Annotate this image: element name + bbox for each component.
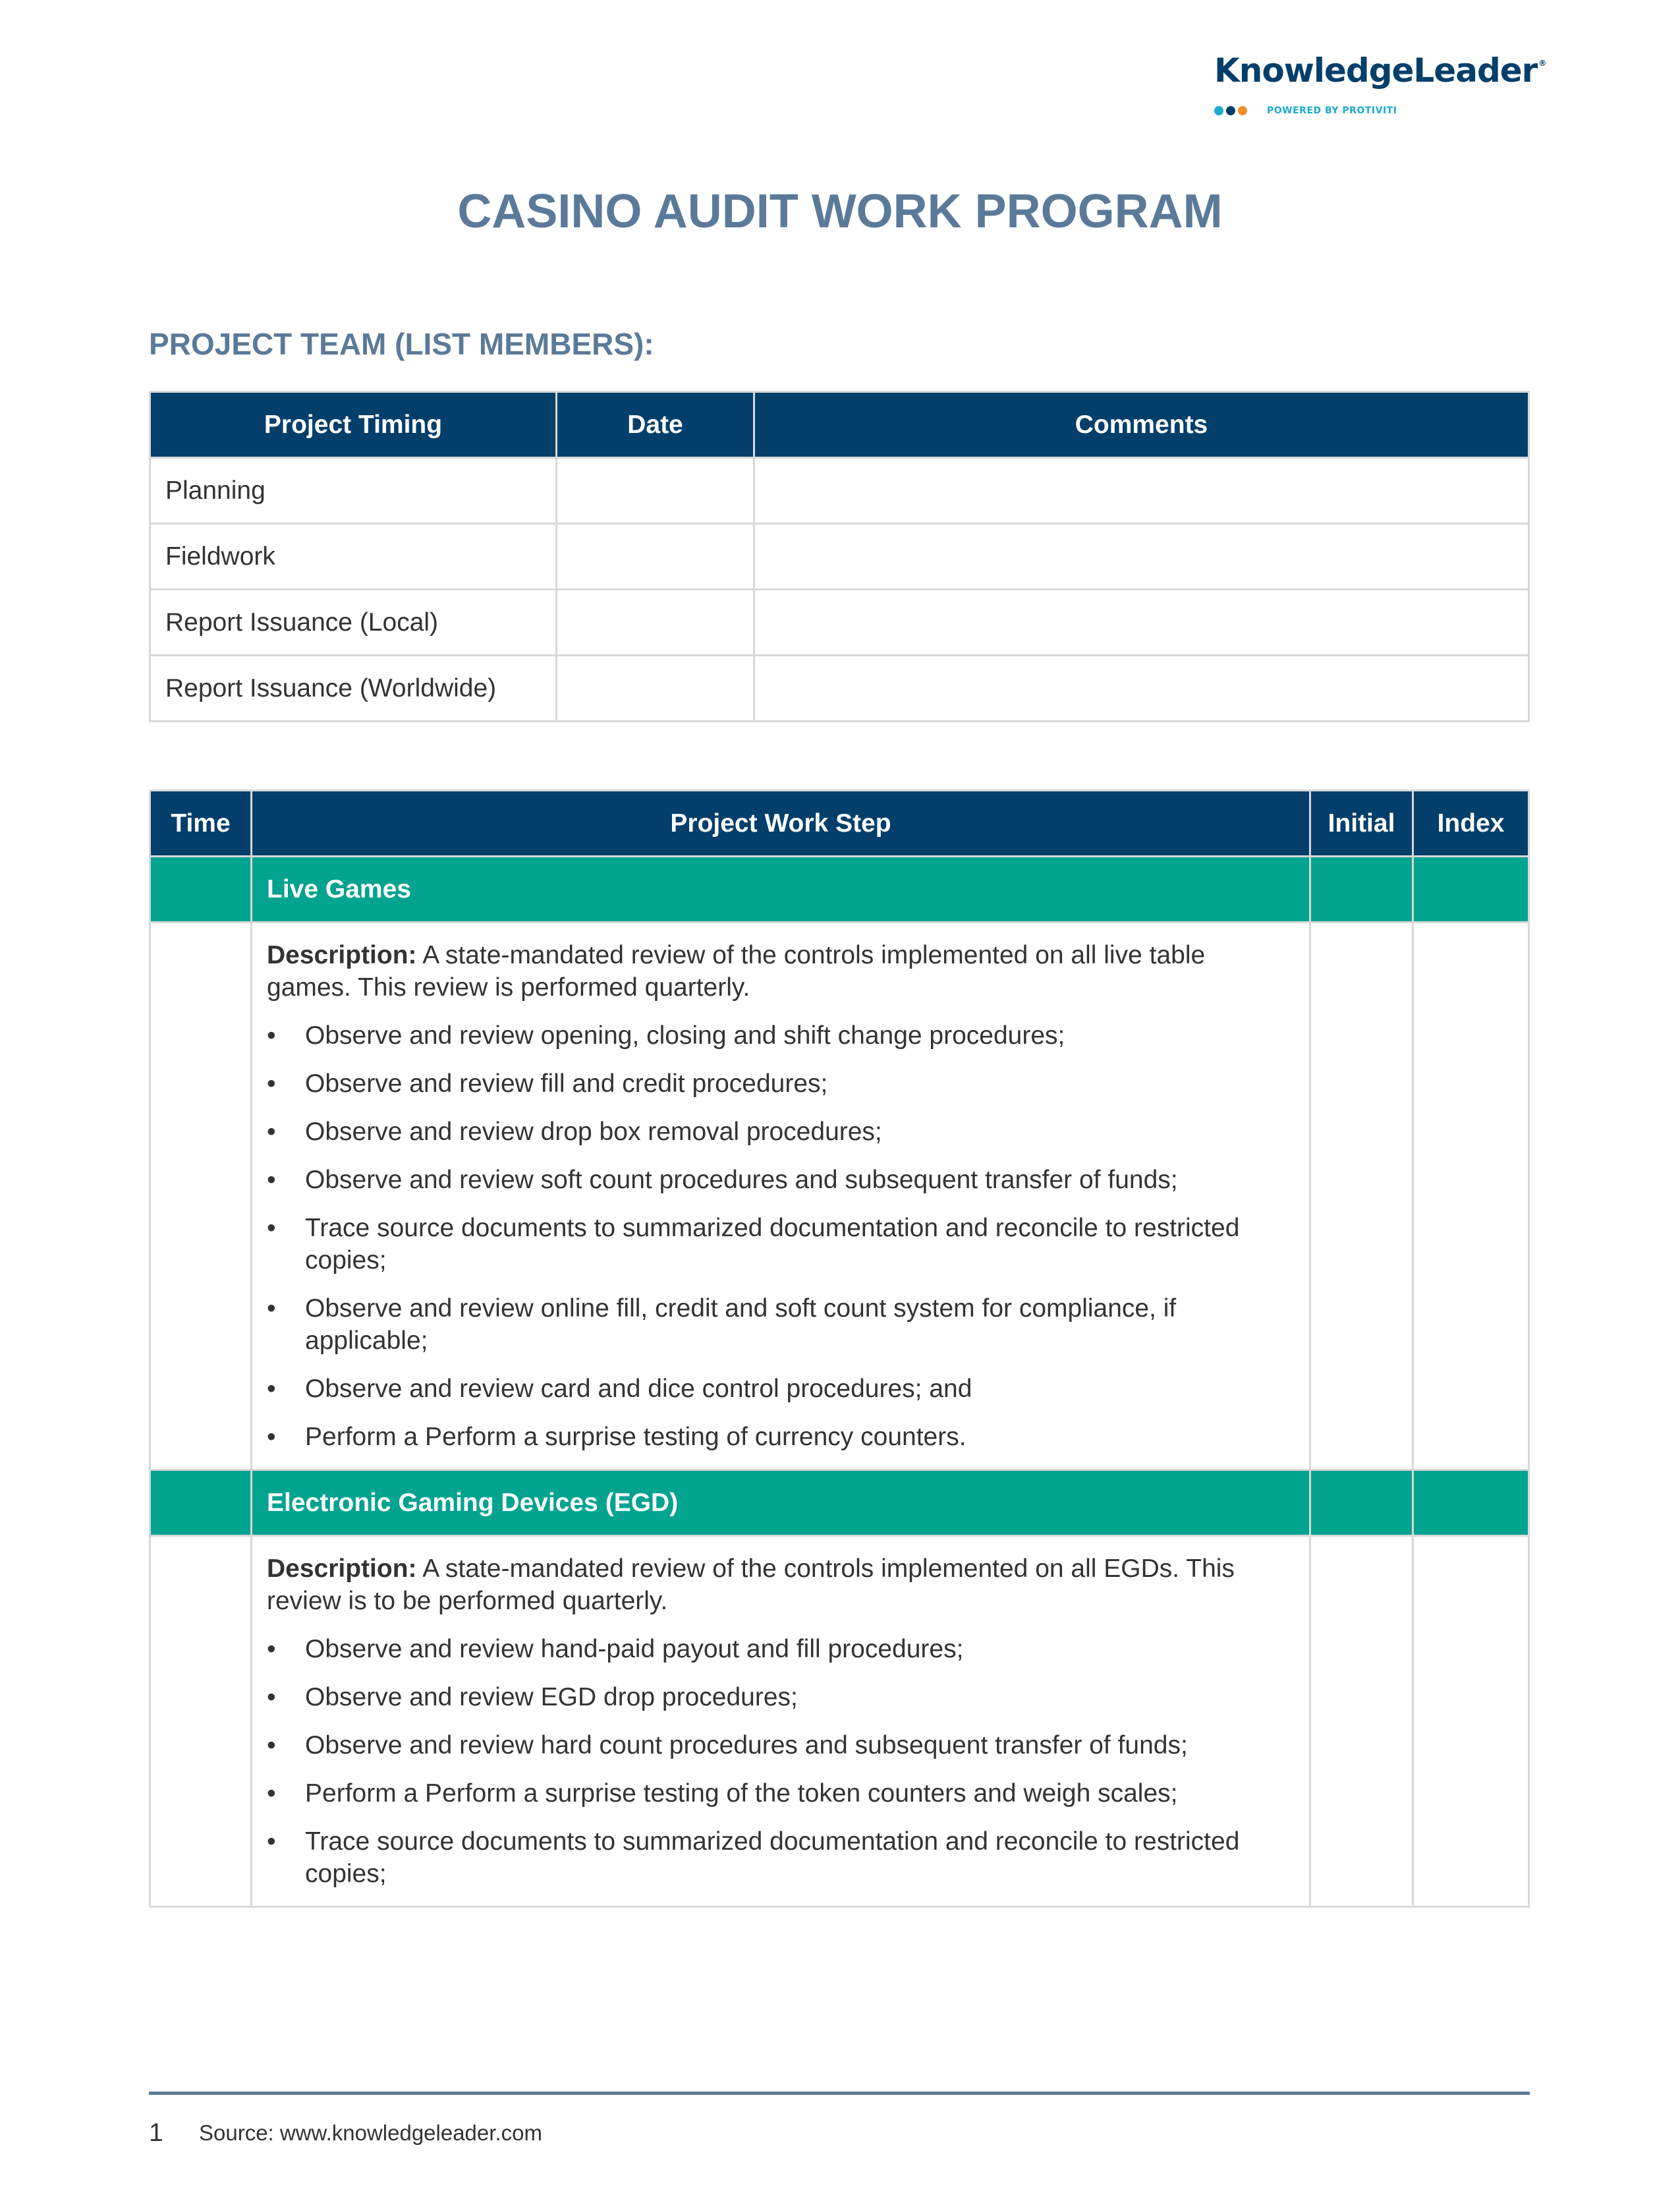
- step-item: • Observe and review drop box removal procedures;: [267, 1116, 1295, 1148]
- section-title: Electronic Gaming Devices (EGD): [252, 1470, 1310, 1536]
- timing-date-cell[interactable]: [557, 524, 754, 590]
- bullet-icon: •: [267, 1779, 276, 1808]
- registered-mark: ®: [1538, 59, 1546, 68]
- timing-row: [150, 590, 1529, 656]
- step-item: • Observe and review card and dice control procedures; and: [267, 1373, 1295, 1405]
- knowledgeleader-logo: [1214, 51, 1546, 116]
- timing-comments-cell[interactable]: [754, 458, 1529, 524]
- step-item: • Observe and review hard count procedures and subsequent transfer of funds;: [267, 1729, 1295, 1761]
- bullet-icon: •: [267, 1635, 276, 1663]
- step-item: • Observe and review opening, closing and shift change procedures;: [267, 1019, 1295, 1052]
- timing-comments-cell[interactable]: [754, 656, 1529, 722]
- index-cell[interactable]: [1413, 923, 1529, 1470]
- header-initial: Initial: [1310, 791, 1413, 857]
- step-item: • Observe and review EGD drop procedures;: [267, 1681, 1295, 1713]
- bullet-icon: •: [267, 1423, 276, 1451]
- section-description: Description: A state-mandated review of the controls implemented on all EGDs. This review is to be performed quarterly.: [267, 1555, 1235, 1615]
- index-cell[interactable]: [1413, 1536, 1529, 1907]
- section-row-egd: [150, 1470, 1529, 1536]
- timing-phase: Planning: [150, 458, 557, 524]
- bullet-icon: •: [267, 1731, 276, 1759]
- section-description: Description: A state-mandated review of the controls implemented on all live table games. This review is performed quarterly.: [267, 941, 1206, 1002]
- section-initial-cell: [1310, 857, 1413, 923]
- footer-divider: [149, 2092, 1530, 2095]
- bullet-icon: •: [267, 1070, 276, 1098]
- time-cell[interactable]: [150, 1536, 252, 1907]
- time-cell[interactable]: [150, 923, 252, 1470]
- timing-date-cell[interactable]: [557, 590, 754, 656]
- footer-source: Source: www.knowledgeleader.com: [199, 2121, 542, 2145]
- bullet-icon: •: [267, 1021, 276, 1050]
- project-team-heading: PROJECT TEAM (LIST MEMBERS):: [149, 327, 654, 361]
- timing-row: [150, 524, 1529, 590]
- section-index-cell: [1413, 1470, 1529, 1536]
- section-title: Live Games: [252, 857, 1310, 923]
- logo-tagline-row: [1214, 105, 1546, 116]
- logo-dot-orange-icon: [1238, 106, 1247, 115]
- header-project-timing: Project Timing: [150, 392, 557, 458]
- logo-dot-cyan-icon: [1214, 106, 1223, 115]
- step-item: • Observe and review fill and credit procedures;: [267, 1068, 1295, 1100]
- step-item: • Trace source documents to summarized documentation and reconcile to restricted copies;: [267, 1212, 1295, 1276]
- page-number: 1: [149, 2119, 163, 2147]
- timing-phase: Report Issuance (Worldwide): [150, 656, 557, 722]
- section-steps-row: [150, 1536, 1529, 1907]
- initial-cell[interactable]: [1310, 923, 1413, 1470]
- section-initial-cell: [1310, 1470, 1413, 1536]
- step-list: [267, 1633, 1295, 1890]
- timing-phase: Fieldwork: [150, 524, 557, 590]
- step-item: • Perform a Perform a surprise testing of currency counters.: [267, 1421, 1295, 1453]
- bullet-icon: •: [267, 1214, 276, 1242]
- timing-phase: Report Issuance (Local): [150, 590, 557, 656]
- timing-row: [150, 656, 1529, 722]
- step-item: • Observe and review soft count procedures and subsequent transfer of funds;: [267, 1164, 1295, 1196]
- bullet-icon: •: [267, 1166, 276, 1194]
- section-time-cell: [150, 857, 252, 923]
- timing-header-row: [150, 392, 1529, 458]
- header-index: Index: [1413, 791, 1529, 857]
- header-date: Date: [557, 392, 754, 458]
- timing-date-cell[interactable]: [557, 458, 754, 524]
- bullet-icon: •: [267, 1827, 276, 1856]
- section-index-cell: [1413, 857, 1529, 923]
- step-item: • Trace source documents to summarized documentation and reconcile to restricted copies;: [267, 1825, 1295, 1890]
- project-timing-table: [149, 391, 1530, 722]
- timing-comments-cell[interactable]: [754, 524, 1529, 590]
- bullet-icon: •: [267, 1118, 276, 1146]
- section-row-live-games: [150, 857, 1529, 923]
- initial-cell[interactable]: [1310, 1536, 1413, 1907]
- timing-comments-cell[interactable]: [754, 590, 1529, 656]
- timing-row: [150, 458, 1529, 524]
- step-item: • Perform a Perform a surprise testing of the token counters and weigh scales;: [267, 1777, 1295, 1810]
- header-project-work-step: Project Work Step: [252, 791, 1310, 857]
- work-program-table: [149, 789, 1530, 1908]
- logo-wordmark: KnowledgeLeader ®: [1214, 51, 1546, 90]
- step-list: [267, 1019, 1295, 1453]
- page-title: CASINO AUDIT WORK PROGRAM: [457, 185, 1223, 238]
- step-item: • Observe and review online fill, credit and soft count system for compliance, if applicable;: [267, 1292, 1295, 1357]
- bullet-icon: •: [267, 1375, 276, 1403]
- logo-tagline: POWERED BY PROTIVITI: [1267, 105, 1397, 116]
- work-step-cell: [252, 1536, 1310, 1907]
- bullet-icon: •: [267, 1294, 276, 1323]
- header-time: Time: [150, 791, 252, 857]
- logo-dot-navy-icon: [1226, 106, 1235, 115]
- timing-date-cell[interactable]: [557, 656, 754, 722]
- section-steps-row: [150, 923, 1529, 1470]
- work-step-cell: [252, 923, 1310, 1470]
- header-comments: Comments: [754, 392, 1529, 458]
- step-item: • Observe and review hand-paid payout and fill procedures;: [267, 1633, 1295, 1665]
- section-time-cell: [150, 1470, 252, 1536]
- work-header-row: [150, 791, 1529, 857]
- bullet-icon: •: [267, 1683, 276, 1711]
